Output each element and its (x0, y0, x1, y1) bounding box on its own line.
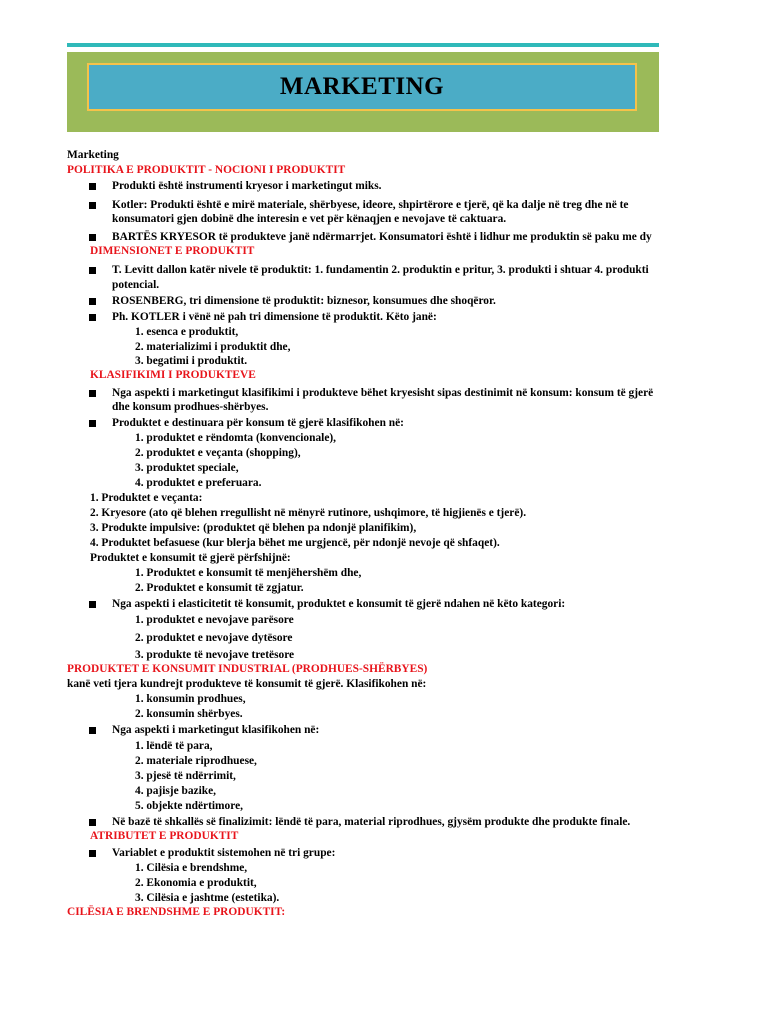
text-line: 1. konsumin prodhues, (135, 693, 246, 705)
text-line: 3. produktet speciale, (135, 462, 239, 474)
text-line: 1. Produktet e veçanta: (90, 492, 203, 504)
text-line: 5. objekte ndërtimore, (135, 800, 243, 812)
text-line: 1. esenca e produktit, (135, 326, 239, 338)
text-line: 3. Cilësia e jashtme (estetika). (135, 892, 280, 904)
section-heading: KLASIFIKIMI I PRODUKTEVE (90, 369, 256, 381)
bullet-item: T. Levitt dallon katër nivele të produktit: 1. fundamentin 2. produktin e pritur, 3. produkti i shtuar 4. produkti (112, 264, 649, 276)
text-line: 3. begatimi i produktit. (135, 355, 248, 367)
text-line: 4. pajisje bazike, (135, 785, 216, 797)
bullet-item: Variablet e produktit sistemohen në tri grupe: (112, 847, 336, 859)
bullet-item: Ph. KOTLER i vënë në pah tri dimensione të produktit. Këto janë: (112, 311, 437, 323)
text-line: 2. produktet e veçanta (shopping), (135, 447, 301, 459)
title-banner-inner (87, 63, 637, 111)
title-banner (67, 52, 659, 132)
text-line: 2. materiale riprodhuese, (135, 755, 257, 767)
text-line: Produktet e konsumit të gjerë përfshijnë: (90, 552, 291, 564)
banner-title: MARKETING (279, 73, 445, 100)
text-line: 4. Produktet befasuese (kur blerja bëhet me urgjencë, për ndonjë nevoje që shfaqet). (90, 537, 500, 549)
bullet-item: Produktet e destinuara për konsum të gjerë klasifikohen në: (112, 417, 404, 429)
text-line: dhe konsum prodhues-shërbyes. (112, 401, 269, 413)
text-line: konsumatori gjen dobinë dhe interesin e vet për kënaqjen e nevojave të caktuara. (112, 213, 507, 225)
text-line: 2. materializimi i produktit dhe, (135, 341, 291, 353)
text-line: kanë veti tjera kundrejt produkteve të konsumit të gjerë. Klasifikohen në: (67, 678, 427, 690)
section-heading: ATRIBUTET E PRODUKTIT (90, 830, 239, 842)
section-heading: DIMENSIONET E PRODUKTIT (90, 245, 255, 257)
bullet-item: Kotler: Produkti është e mirë materiale, shërbyese, ideore, shpirtërore e tjerë, që ka dalje në treg dhe në te (112, 199, 629, 211)
bullet-item: Nga aspekti i elasticitetit të konsumit, produktet e konsumit të gjerë ndahen në këto kategori: (112, 598, 566, 610)
text-line: 2. produktet e nevojave dytësore (135, 632, 293, 644)
text-line: 1. produktet e nevojave parësore (135, 614, 294, 626)
text-line: 3. produkte të nevojave tretësore (135, 649, 295, 661)
text-line: 2. Ekonomia e produktit, (135, 877, 257, 889)
text-line: 3. Produkte impulsive: (produktet që blehen pa ndonjë planifikim), (90, 522, 417, 534)
text-line: Marketing (67, 149, 119, 161)
section-heading: POLITIKA E PRODUKTIT - NOCIONI I PRODUKTIT (67, 164, 346, 176)
text-line: 1. lëndë të para, (135, 740, 213, 752)
bullet-item: BARTËS KRYESOR të produkteve janë ndërmarrjet. Konsumatori është i lidhur me produktin së paku me dy (112, 231, 652, 243)
text-line: 1. Cilësia e brendshme, (135, 862, 248, 874)
text-line: 2. konsumin shërbyes. (135, 708, 243, 720)
bullet-item: ROSENBERG, tri dimensione të produktit: biznesor, konsumues dhe shoqëror. (112, 295, 496, 307)
text-line: potencial. (112, 279, 160, 291)
bullet-item: Nga aspekti i marketingut klasifikimi i produkteve bëhet kryesisht sipas destinimit në konsum: konsum të gjerë (112, 387, 654, 399)
top-rule (67, 43, 659, 47)
text-line: 1. produktet e rëndomta (konvencionale), (135, 432, 337, 444)
bullet-item: Në bazë të shkallës së finalizimit: lëndë të para, material riprodhues, gjysëm produkte dhe produkte finale. (112, 816, 631, 828)
text-line: 1. Produktet e konsumit të menjëhershëm dhe, (135, 567, 362, 579)
text-line: 2. Kryesore (ato që blehen rregullisht në mënyrë rutinore, ushqimore, të higjienës e tjerë). (90, 507, 527, 519)
bullet-item: Nga aspekti i marketingut klasifikohen në: (112, 724, 320, 736)
text-line: 4. produktet e preferuara. (135, 477, 262, 489)
text-line: 2. Produktet e konsumit të zgjatur. (135, 582, 304, 594)
section-heading: PRODUKTET E KONSUMIT INDUSTRIAL (PRODHUES-SHËRBYES) (67, 663, 428, 675)
bullet-item: Produkti është instrumenti kryesor i marketingut miks. (112, 180, 382, 192)
text-line: 3. pjesë të ndërrimit, (135, 770, 236, 782)
section-heading: CILËSIA E BRENDSHME E PRODUKTIT: (67, 906, 286, 918)
